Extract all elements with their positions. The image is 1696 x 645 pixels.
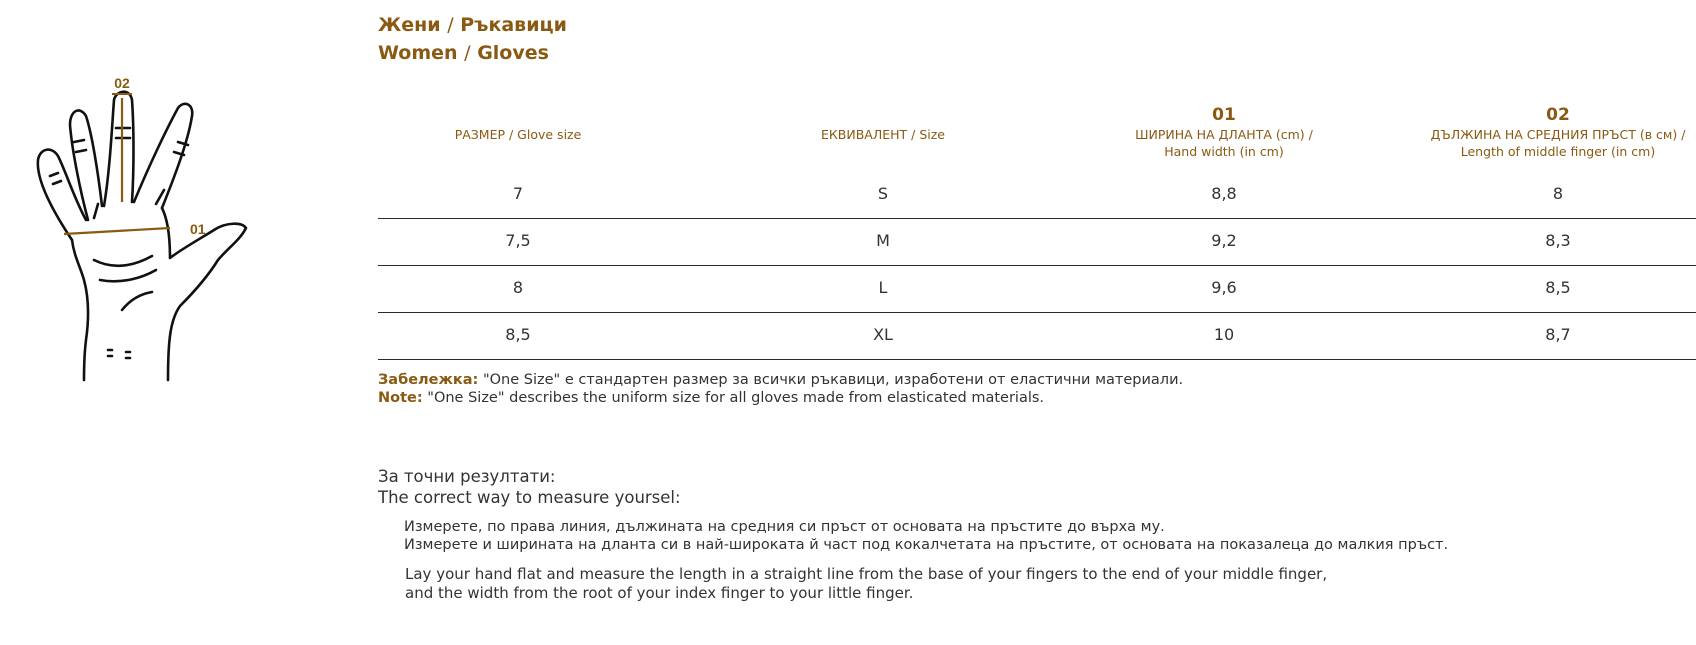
table-row — [378, 219, 1696, 266]
title-separator: / — [464, 42, 471, 64]
size-table — [378, 104, 1696, 360]
page-title-bg — [378, 14, 567, 36]
note-text-bg: "One Size" е стандартен размер за всички ръкавици, изработени от еластични материали. — [478, 372, 1184, 388]
measure-steps-en — [405, 565, 1327, 603]
measure-heading — [378, 466, 681, 508]
table-cell: XL — [873, 325, 893, 344]
title-gloves-en: Gloves — [477, 42, 549, 64]
table-header — [378, 104, 1696, 172]
note-en — [378, 389, 1183, 407]
measure-step-en-1: Lay your hand flat and measure the length in a straight line from the base of your fingers to the end of your middle finger, — [405, 565, 1328, 583]
measure-heading-en: The correct way to measure yoursel: — [378, 488, 681, 507]
notes-block — [378, 371, 1183, 407]
table-cell: 8,7 — [1545, 325, 1571, 344]
note-label-en: Note: — [378, 390, 423, 406]
table-cell: S — [877, 184, 889, 203]
header-size-equivalent: ЕКВИВАЛЕНТ / Size — [821, 127, 945, 142]
header-hand-width: 01 ШИРИНА НА ДЛАНТА (cm) / Hand width (in cm) — [1135, 105, 1313, 159]
title-women-en: Women — [378, 42, 458, 64]
table-cell: L — [878, 278, 888, 297]
measure-step-en-2: and the width from the root of your index finger to your little finger. — [405, 584, 914, 602]
title-gloves-bg: Ръкавици — [460, 14, 567, 36]
title-women-bg: Жени — [378, 14, 441, 36]
table-cell: 7,5 — [505, 231, 531, 250]
table-row — [378, 313, 1696, 360]
table-row — [378, 266, 1696, 313]
header-glove-size: РАЗМЕР / Glove size — [454, 127, 582, 142]
table-cell: 8 — [1552, 184, 1564, 203]
title-separator: / — [447, 14, 454, 36]
table-cell: 9,6 — [1211, 278, 1237, 297]
table-cell: 10 — [1213, 325, 1235, 344]
table-cell: 8,8 — [1211, 184, 1237, 203]
note-bg — [378, 371, 1183, 389]
table-cell: M — [876, 231, 890, 250]
page-title-en — [378, 42, 549, 64]
measure-heading-bg: За точни резултати: — [378, 467, 556, 486]
hand-outline-illustration — [30, 75, 270, 420]
table-cell: 7 — [512, 184, 524, 203]
measure-steps-bg — [404, 518, 1448, 554]
middle-finger-length-label: 02 — [114, 75, 130, 91]
measure-step-bg-1: Измерете, по права линия, дължината на средния си пръст от основата на пръстите до върха му. — [404, 519, 1165, 535]
measure-step-bg-2: Измерете и ширината на дланта си в най-широката й част под кокалчетата на пръстите, от основата на показалеца до малкия пръст. — [404, 537, 1449, 553]
hand-measurement-diagram — [30, 75, 270, 420]
table-cell: 8 — [512, 278, 524, 297]
table-row — [378, 172, 1696, 219]
note-text-en: "One Size" describes the uniform size for all gloves made from elasticated materials. — [422, 390, 1045, 406]
table-cell: 9,2 — [1211, 231, 1237, 250]
note-label-bg: Забележка: — [378, 372, 479, 388]
table-cell: 8,5 — [505, 325, 531, 344]
table-cell: 8,3 — [1545, 231, 1571, 250]
table-cell: 8,5 — [1545, 278, 1571, 297]
hand-width-label: 01 — [190, 221, 206, 237]
header-middle-finger-length: 02 ДЪЛЖИНА НА СРЕДНИЯ ПРЪСТ (в см) / Length of middle finger (in cm) — [1430, 105, 1686, 159]
